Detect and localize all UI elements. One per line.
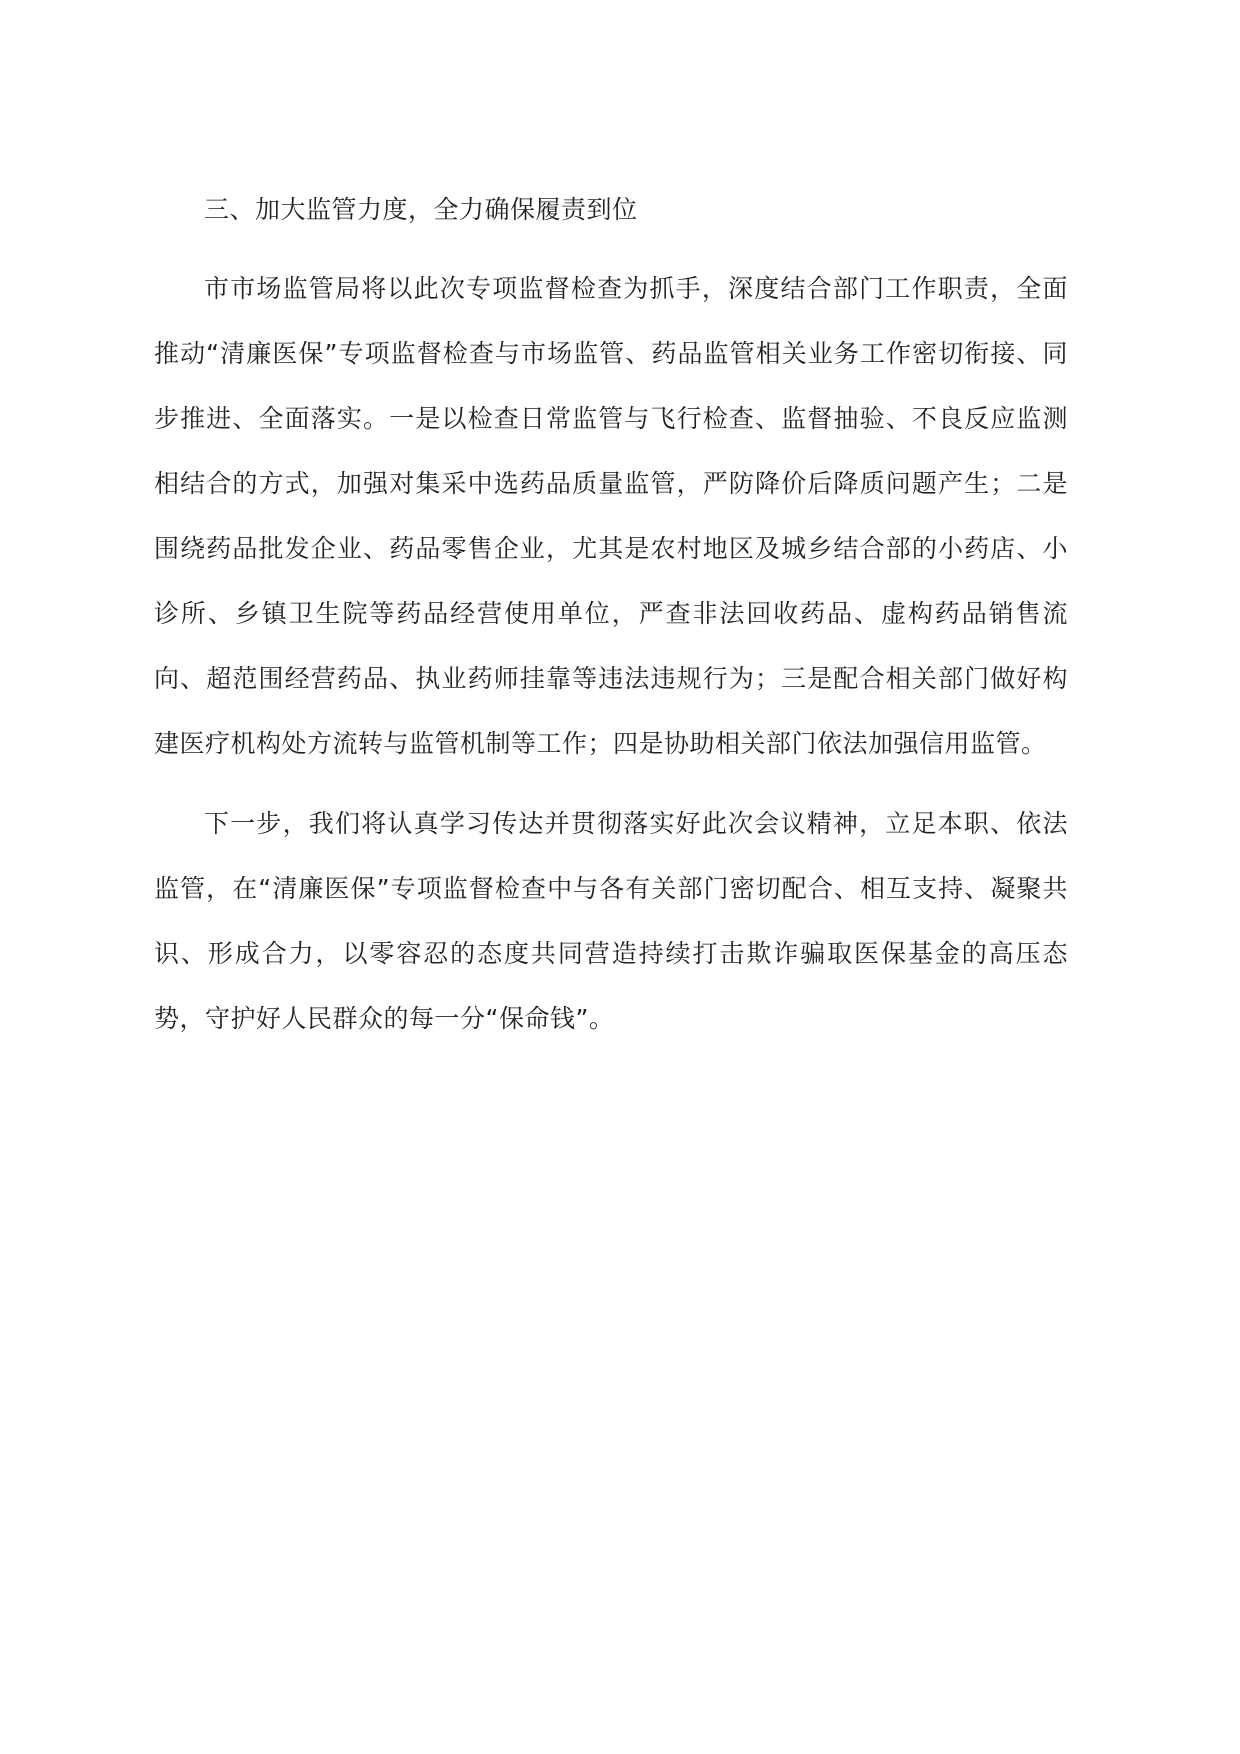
section-heading: 三、加大监管力度，全力确保履责到位 — [204, 195, 638, 224]
document-body — [154, 183, 1068, 1051]
paragraph-supervision: 市市场监管局将以此次专项监督检查为抓手，深度结合部门工作职责，全面推动“清廉医保”专项监督检查与市场监管、药品监管相关业务工作密切衔接、同步推进、全面落实。一是以检查日常监管与飞行检查、监督抽验、不良反应监测相结合的方式，加强对集采中选药品质量监管，严防降价后降质问题产生；二是围绕药品批发企业、药品零售企业，尤其是农村地区及城乡结合部的小药店、小诊所、乡镇卫生院等药品经营使用单位，严查非法回收药品、虚构药品销售流向、超范围经营药品、执业药师挂靠等违法违规行为；三是配合相关部门做好构建医疗机构处方流转与监管机制等工作；四是协助相关部门依法加强信用监管。 — [154, 274, 1068, 758]
paragraph-next-steps: 下一步，我们将认真学习传达并贯彻落实好此次会议精神，立足本职、依法监管，在“清廉医保”专项监督检查中与各有关部门密切配合、相互支持、凝聚共识、形成合力，以零容忍的态度共同营造持续打击欺诈骗取医保基金的高压态势，守护好人民群众的每一分“保命钱”。 — [154, 809, 1068, 1033]
